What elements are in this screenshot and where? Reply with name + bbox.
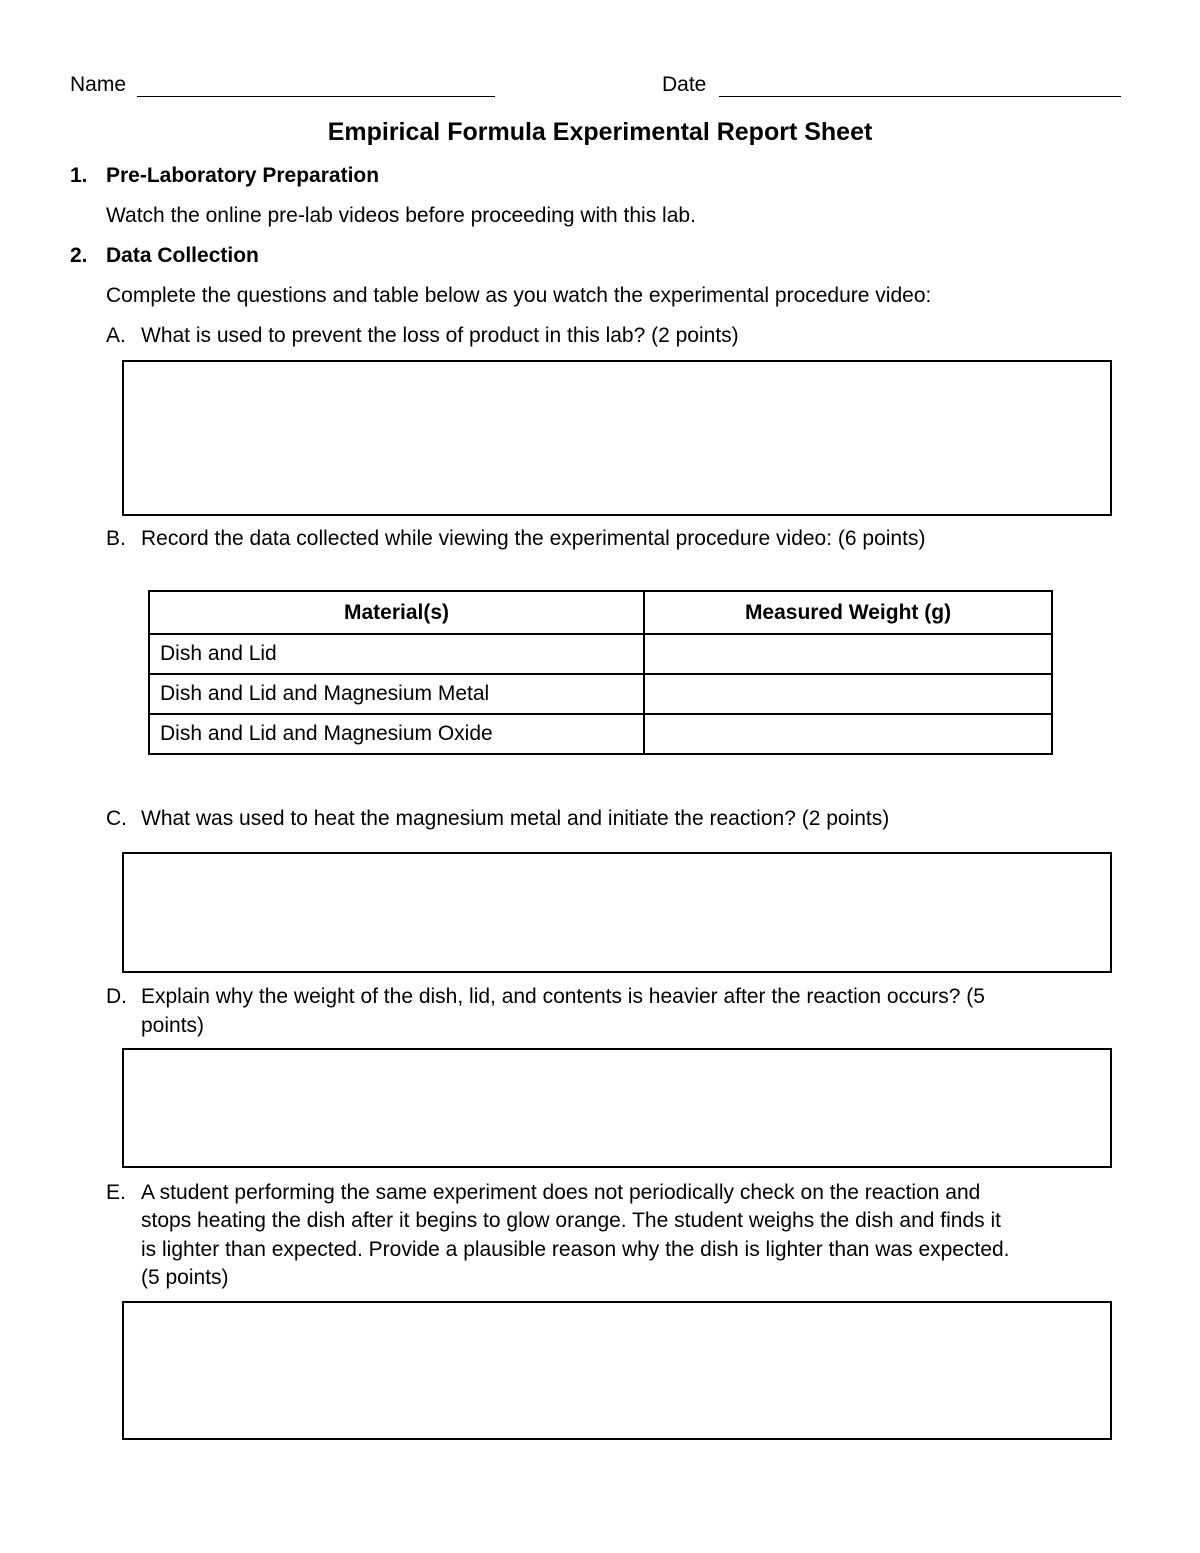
table-cell-weight-input[interactable] [644, 634, 1052, 674]
question-a-text: What is used to prevent the loss of product in this lab? (2 points) [141, 324, 739, 347]
question-c-answer-input[interactable] [124, 854, 1110, 971]
table-cell-material: Dish and Lid and Magnesium Metal [149, 674, 644, 714]
question-e-line-3: is lighter than expected. Provide a plausible reason why the dish is lighter than was expected. [141, 1238, 1010, 1261]
question-e-letter: E. [106, 1181, 126, 1204]
question-e-line-4: (5 points) [141, 1266, 229, 1289]
table-cell-material: Dish and Lid and Magnesium Oxide [149, 714, 644, 754]
name-label: Name [70, 73, 127, 96]
section-2-text: Complete the questions and table below as you watch the experimental procedure video: [106, 284, 932, 307]
name-field-line[interactable] [137, 96, 495, 97]
question-d-letter: D. [106, 985, 127, 1008]
table-header-materials: Material(s) [149, 591, 644, 634]
question-a-answer-box[interactable] [122, 360, 1112, 516]
question-e-answer-box[interactable] [122, 1301, 1112, 1440]
question-a-answer-input[interactable] [124, 362, 1110, 514]
date-field-line[interactable] [719, 96, 1121, 97]
table-header-weight: Measured Weight (g) [644, 591, 1052, 634]
table-header-row [149, 591, 1052, 634]
section-2-number: 2. [70, 244, 88, 267]
question-e-line-1: A student performing the same experiment does not periodically check on the reaction and [141, 1181, 981, 1204]
section-1-text: Watch the online pre-lab videos before proceeding with this lab. [106, 204, 696, 227]
table-row [149, 674, 1052, 714]
question-b-letter: B. [106, 527, 126, 550]
table-cell-weight-input[interactable] [644, 674, 1052, 714]
question-c-answer-box[interactable] [122, 852, 1112, 973]
table-row [149, 634, 1052, 674]
table-row [149, 714, 1052, 754]
question-e-answer-input[interactable] [124, 1303, 1110, 1438]
question-c-text: What was used to heat the magnesium metal and initiate the reaction? (2 points) [141, 807, 890, 830]
question-c-letter: C. [106, 807, 127, 830]
question-a-letter: A. [106, 324, 126, 347]
table-cell-weight-input[interactable] [644, 714, 1052, 754]
section-1-number: 1. [70, 164, 88, 187]
question-d-answer-input[interactable] [124, 1050, 1110, 1166]
section-2-heading: Data Collection [106, 244, 259, 267]
question-b-text: Record the data collected while viewing the experimental procedure video: (6 points) [141, 527, 926, 550]
question-d-answer-box[interactable] [122, 1048, 1112, 1168]
section-1-heading: Pre-Laboratory Preparation [106, 164, 380, 187]
question-d-line-2: points) [141, 1014, 205, 1037]
question-d-line-1: Explain why the weight of the dish, lid, and contents is heavier after the reaction occurs? (5 [141, 985, 985, 1008]
data-table [148, 590, 1053, 755]
date-label: Date [662, 73, 707, 96]
table-cell-material: Dish and Lid [149, 634, 644, 674]
question-e-line-2: stops heating the dish after it begins to glow orange. The student weighs the dish and finds it [141, 1209, 1001, 1232]
page-title: Empirical Formula Experimental Report Sheet [327, 118, 873, 146]
